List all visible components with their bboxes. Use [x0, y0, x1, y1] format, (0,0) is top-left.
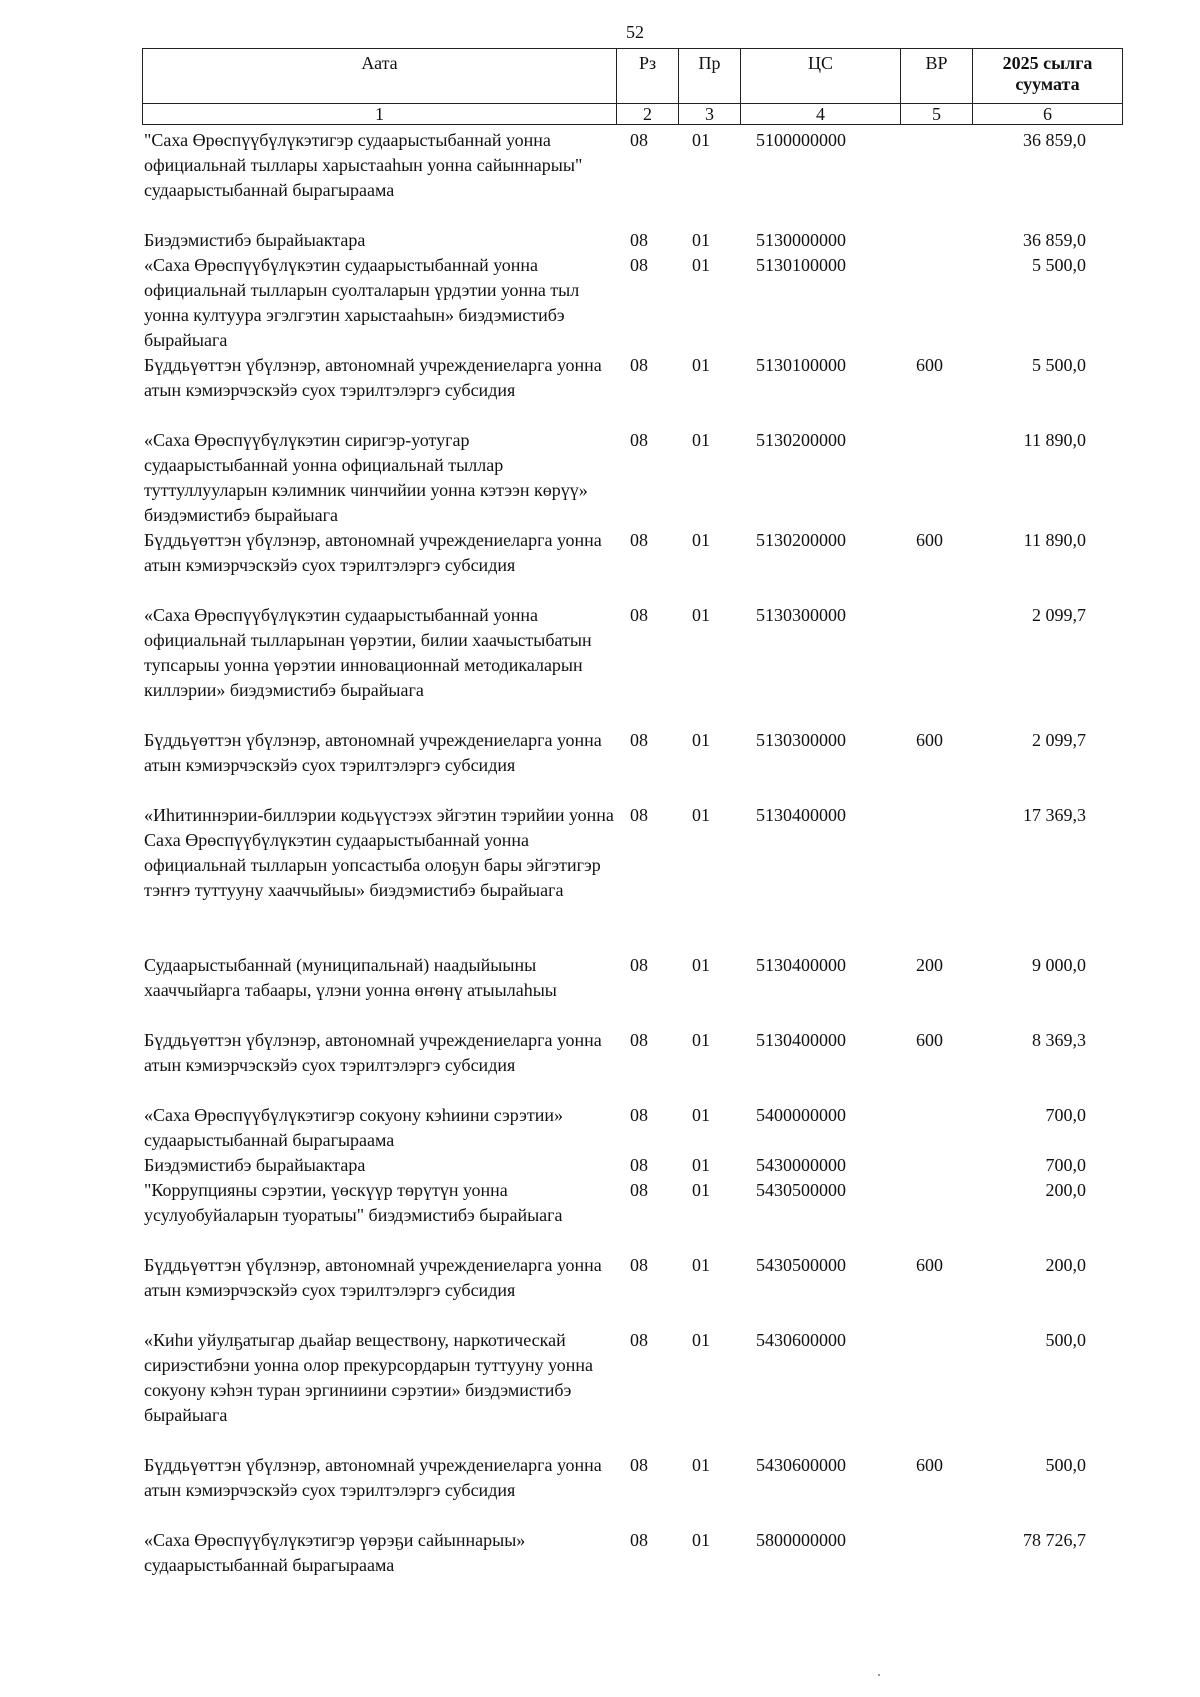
row-cs: 5130000000	[756, 230, 846, 250]
row-cs: 5130300000	[756, 730, 846, 750]
header-rz: Рз	[617, 49, 679, 104]
row-name: Судаарыстыбаннай (муниципальнай) наадыйыыны хааччыйарга табаары, үлэни уонна өҥөнү атыылаһыы	[144, 955, 557, 1000]
row-sum: 500,0	[1045, 1455, 1086, 1475]
row-sum: 2 099,7	[1032, 730, 1086, 750]
row-sum: 5 500,0	[1032, 355, 1086, 375]
table-row	[142, 1028, 1122, 1103]
table-row	[142, 1153, 1122, 1178]
row-name: «Саха Өрөспүүбүлүкэтигэр үөрэҕи сайыннарыы» судаарыстыбаннай бырагыраама	[144, 1530, 526, 1575]
row-name: Бүддьүөттэн үбүлэнэр, автономнай учреждениеларга уонна атын кэмиэрчэскэйэ суох тэрилтэлэргэ субсидия	[144, 355, 602, 400]
row-sum: 17 369,3	[1023, 805, 1086, 825]
row-cs: 5130100000	[756, 355, 846, 375]
row-sum: 200,0	[1045, 1255, 1086, 1275]
table-row	[142, 803, 1122, 953]
row-name: «Саха Өрөспүүбүлүкэтин сиригэр-уотугар судаарыстыбаннай уонна официальнай тыллар туттуллууларын кэлимник чинчийии уонна кэтээн көрүү» биэдэмистибэ бырайыага	[144, 430, 588, 525]
row-name: Бүддьүөттэн үбүлэнэр, автономнай учреждениеларга уонна атын кэмиэрчэскэйэ суох тэрилтэлэргэ субсидия	[144, 1255, 602, 1300]
row-name: Бүддьүөттэн үбүлэнэр, автономнай учреждениеларга уонна атын кэмиэрчэскэйэ суох тэрилтэлэргэ субсидия	[144, 730, 602, 775]
row-name: Биэдэмистибэ бырайыактара	[144, 1155, 366, 1175]
header-cs: ЦС	[741, 49, 901, 104]
row-cs: 5130400000	[756, 1030, 846, 1050]
row-rz: 08	[630, 1030, 648, 1050]
row-rz: 08	[630, 1255, 648, 1275]
row-name: Биэдэмистибэ бырайыактара	[144, 230, 366, 250]
row-vr	[846, 1103, 943, 1153]
row-vr: 200	[916, 955, 943, 975]
row-vr	[846, 128, 943, 228]
row-cs: 5130300000	[756, 605, 846, 625]
row-rz: 08	[630, 130, 648, 150]
row-rz: 08	[630, 605, 648, 625]
row-sum: 36 859,0	[1023, 230, 1086, 250]
row-pr: 01	[692, 730, 710, 750]
row-rz: 08	[630, 430, 648, 450]
row-cs: 5130200000	[756, 530, 846, 550]
row-sum: 200,0	[1045, 1180, 1086, 1200]
row-rz: 08	[630, 230, 648, 250]
header-num-1: 1	[143, 104, 617, 125]
row-cs: 5130200000	[756, 430, 846, 450]
row-rz: 08	[630, 255, 648, 275]
table-row	[142, 1528, 1122, 1578]
row-name: «Саха Өрөспүүбүлүкэтигэр сокуону кэһиини сэрэтии» судаарыстыбаннай бырагыраама	[144, 1105, 564, 1150]
table-row	[142, 428, 1122, 528]
table-row	[142, 1103, 1122, 1153]
table-row	[142, 228, 1122, 253]
row-pr: 01	[692, 955, 710, 975]
row-pr: 01	[692, 255, 710, 275]
row-vr: 600	[916, 355, 943, 375]
row-vr	[846, 428, 943, 528]
row-sum: 5 500,0	[1032, 255, 1086, 275]
row-pr: 01	[692, 605, 710, 625]
row-rz: 08	[630, 730, 648, 750]
row-rz: 08	[630, 1180, 648, 1200]
row-vr	[846, 1178, 943, 1253]
table-row	[142, 728, 1122, 803]
row-rz: 08	[630, 1155, 648, 1175]
header-num-3: 3	[679, 104, 741, 125]
table-row	[142, 1453, 1122, 1528]
row-cs: 5130400000	[756, 805, 846, 825]
row-name: «Киһи уйулҕатыгар дьайар веществону, наркотическай сириэстибэни уонна олор прекурсордарын туттууну уонна сокуону кэһэн туран эргиниини сэрэтии» биэдэмистибэ бырайыага	[144, 1330, 593, 1425]
row-rz: 08	[630, 805, 648, 825]
page-number: 52	[626, 22, 644, 42]
table-row	[142, 603, 1122, 728]
table-row	[142, 128, 1122, 228]
row-sum: 500,0	[1045, 1330, 1086, 1350]
row-name: Бүддьүөттэн үбүлэнэр, автономнай учреждениеларга уонна атын кэмиэрчэскэйэ суох тэрилтэлэргэ субсидия	[144, 1455, 602, 1500]
row-sum: 2 099,7	[1032, 605, 1086, 625]
row-sum: 11 890,0	[1023, 430, 1086, 450]
header-name: Аата	[143, 49, 617, 104]
row-vr: 600	[916, 530, 943, 550]
row-pr: 01	[692, 130, 710, 150]
row-cs: 5430000000	[756, 1155, 846, 1175]
scan-speck	[878, 1674, 880, 1676]
row-pr: 01	[692, 530, 710, 550]
row-vr	[846, 253, 943, 353]
row-vr	[846, 803, 943, 953]
row-vr: 600	[916, 1455, 943, 1475]
header-num-5: 5	[901, 104, 973, 125]
row-sum: 11 890,0	[1023, 530, 1086, 550]
header-num-4: 4	[741, 104, 901, 125]
row-name: Бүддьүөттэн үбүлэнэр, автономнай учреждениеларга уонна атын кэмиэрчэскэйэ суох тэрилтэлэргэ субсидия	[144, 1030, 602, 1075]
row-cs: 5400000000	[756, 1105, 846, 1125]
row-pr: 01	[692, 1155, 710, 1175]
row-name: "Саха Өрөспүүбүлүкэтигэр судаарыстыбаннай уонна официальнай тыллары харыстааһын уонна сайыннарыы" судаарыстыбаннай бырагыраама	[144, 130, 583, 200]
header-num-6: 6	[973, 104, 1123, 125]
header-sum: 2025 сылга суумата	[973, 49, 1123, 104]
row-vr: 600	[916, 1255, 943, 1275]
row-rz: 08	[630, 1530, 648, 1550]
row-cs: 5430500000	[756, 1255, 846, 1275]
row-cs: 5130100000	[756, 255, 846, 275]
row-pr: 01	[692, 430, 710, 450]
row-name: "Коррупцияны сэрэтии, үөскүүр төрүтүн уонна усулуобуйаларын туоратыы" биэдэмистибэ бырайыага	[144, 1180, 563, 1225]
row-vr	[846, 228, 943, 253]
row-vr: 600	[916, 1030, 943, 1050]
table-row	[142, 1253, 1122, 1328]
table-body	[142, 128, 1122, 1578]
row-rz: 08	[630, 355, 648, 375]
row-pr: 01	[692, 1255, 710, 1275]
row-pr: 01	[692, 1030, 710, 1050]
row-cs: 5430600000	[756, 1330, 846, 1350]
table-row	[142, 528, 1122, 603]
row-sum: 700,0	[1045, 1155, 1086, 1175]
header-num-2: 2	[617, 104, 679, 125]
row-pr: 01	[692, 355, 710, 375]
row-cs: 5800000000	[756, 1530, 846, 1550]
table-row	[142, 253, 1122, 353]
row-vr	[846, 1528, 943, 1578]
row-sum: 8 369,3	[1032, 1030, 1086, 1050]
row-sum: 36 859,0	[1023, 130, 1086, 150]
header-vr: ВР	[901, 49, 973, 104]
table-row	[142, 353, 1122, 428]
row-rz: 08	[630, 530, 648, 550]
row-vr	[846, 603, 943, 728]
table-row	[142, 953, 1122, 1028]
row-pr: 01	[692, 230, 710, 250]
row-cs: 5100000000	[756, 130, 846, 150]
row-cs: 5430500000	[756, 1180, 846, 1200]
row-rz: 08	[630, 1105, 648, 1125]
row-pr: 01	[692, 1455, 710, 1475]
row-pr: 01	[692, 1330, 710, 1350]
header-pr: Пр	[679, 49, 741, 104]
table-row	[142, 1328, 1122, 1453]
row-sum: 78 726,7	[1023, 1530, 1086, 1550]
row-vr	[846, 1328, 943, 1453]
row-rz: 08	[630, 955, 648, 975]
row-pr: 01	[692, 805, 710, 825]
table-row	[142, 1178, 1122, 1253]
row-cs: 5130400000	[756, 955, 846, 975]
table-header	[142, 48, 1123, 125]
row-vr	[846, 1153, 943, 1178]
row-rz: 08	[630, 1455, 648, 1475]
row-name: «Иһитиннэрии-биллэрии кодьүүстээх эйгэтин тэрийии уонна Саха Өрөспүүбүлүкэтин судаарыстыбаннай уонна официальнай тылларын уопсастыба олоҕун бары эйгэтигэр тэҥҥэ туттууну хааччыйыы» биэдэмистибэ бырайыага	[144, 805, 614, 900]
row-sum: 9 000,0	[1032, 955, 1086, 975]
row-name: «Саха Өрөспүүбүлүкэтин судаарыстыбаннай уонна официальнай тылларынан үөрэтии, билии хаачыстыбатын тупсарыы уонна үөрэтии инновационнай методикаларын киллэрии» биэдэмистибэ бырайыага	[144, 605, 592, 700]
row-cs: 5430600000	[756, 1455, 846, 1475]
row-sum: 700,0	[1045, 1105, 1086, 1125]
row-name: Бүддьүөттэн үбүлэнэр, автономнай учреждениеларга уонна атын кэмиэрчэскэйэ суох тэрилтэлэргэ субсидия	[144, 530, 602, 575]
row-pr: 01	[692, 1530, 710, 1550]
row-pr: 01	[692, 1180, 710, 1200]
row-rz: 08	[630, 1330, 648, 1350]
row-name: «Саха Өрөспүүбүлүкэтин судаарыстыбаннай уонна официальнай тылларын суолталарын үрдэтии уонна тыл уонна култуура эгэлгэтин харыстааһын» биэдэмистибэ бырайыага	[144, 255, 580, 350]
row-pr: 01	[692, 1105, 710, 1125]
row-vr: 600	[916, 730, 943, 750]
